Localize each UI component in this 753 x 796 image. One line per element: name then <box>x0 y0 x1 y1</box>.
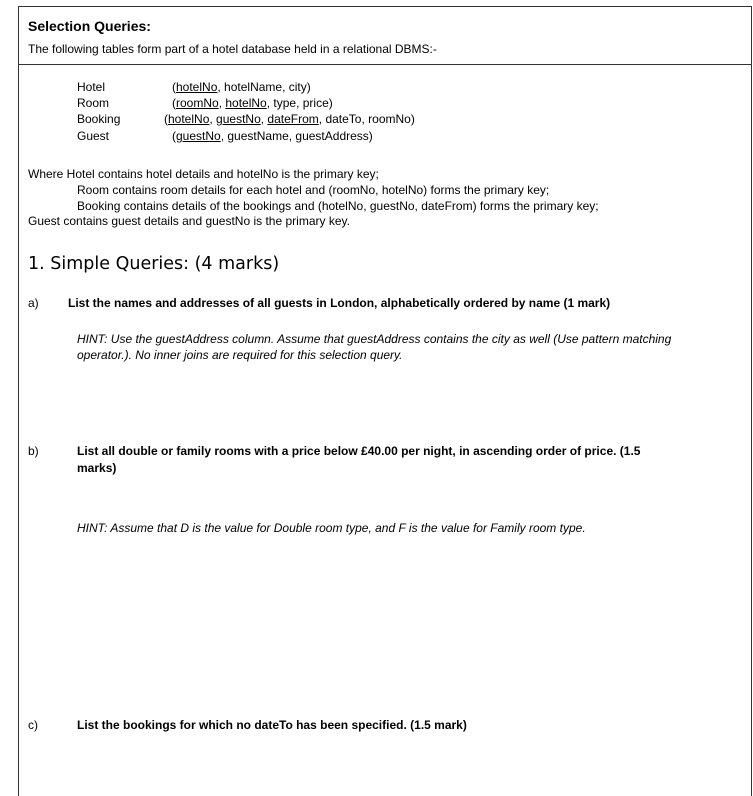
table-attrs-booking: (hotelNo, guestNo, dateFrom, dateTo, roomNo) <box>164 112 415 126</box>
table-name-booking: Booking <box>77 112 121 126</box>
question-text: marks) <box>77 461 117 475</box>
page-title: Selection Queries: <box>28 18 151 34</box>
table-name-guest: Guest <box>77 129 110 143</box>
question-hint: HINT: Assume that D is the value for Double room type, and F is the value for Family room type. <box>77 521 586 535</box>
question-text: List all double or family rooms with a price below £40.00 per night, in ascending order of price. (1.5 <box>77 444 641 458</box>
question-letter: c) <box>28 718 38 732</box>
where-line: Guest contains guest details and guestNo is the primary key. <box>28 214 350 228</box>
where-line: Booking contains details of the bookings and (hotelNo, guestNo, dateFrom) forms the primary key; <box>77 199 599 213</box>
section-heading: 1. Simple Queries: (4 marks) <box>28 254 280 274</box>
where-line: Where Hotel contains hotel details and hotelNo is the primary key; <box>28 167 379 181</box>
attrs-rest: , type, price) <box>266 96 333 110</box>
table-name-room: Room <box>77 96 110 110</box>
key-guestno: guestNo <box>176 129 221 143</box>
attrs-rest: , guestName, guestAddress) <box>220 129 373 143</box>
table-name-hotel: Hotel <box>77 80 106 94</box>
where-line: Room contains room details for each hotel and (roomNo, hotelNo) forms the primary key; <box>77 183 550 197</box>
key-roomno: roomNo <box>176 96 219 110</box>
question-letter: b) <box>28 444 39 458</box>
attrs-rest: , hotelName, city) <box>217 80 311 94</box>
key-datefrom: dateFrom <box>267 112 319 126</box>
key-hotelno: hotelNo <box>176 80 218 94</box>
key-hotelno: hotelNo <box>225 96 267 110</box>
key-guestno: guestNo <box>216 112 261 126</box>
question-hint: HINT: Use the guestAddress column. Assume that guestAddress contains the city as well (Use pattern matching operator.). No inner joins are required for this selection query. <box>77 332 672 362</box>
table-attrs-room: (roomNo, hotelNo, type, price) <box>172 96 333 110</box>
attrs-rest: , dateTo, roomNo) <box>318 112 415 126</box>
intro-text: The following tables form part of a hotel database held in a relational DBMS:- <box>28 42 437 56</box>
divider <box>18 64 752 65</box>
table-attrs-guest: (guestNo, guestName, guestAddress) <box>172 129 373 143</box>
key-hotelno: hotelNo <box>168 112 210 126</box>
question-text: List the names and addresses of all guests in London, alphabetically ordered by name (1 mark) <box>68 296 611 310</box>
table-attrs-hotel: (hotelNo, hotelName, city) <box>172 80 311 94</box>
question-text: List the bookings for which no dateTo has been specified. (1.5 mark) <box>77 718 467 732</box>
question-letter: a) <box>28 296 39 310</box>
